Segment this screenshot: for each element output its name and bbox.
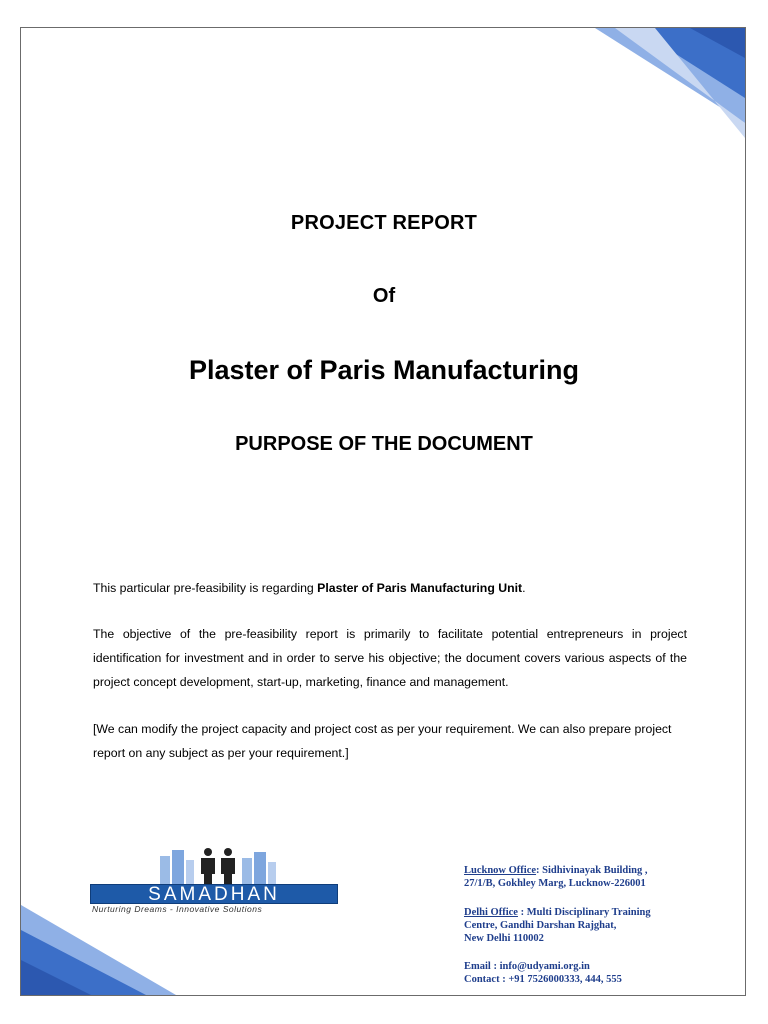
delhi-office-label: Delhi Office <box>464 907 518 918</box>
delhi-address-line-3: New Delhi 110002 <box>464 933 544 944</box>
logo-brand-name: SAMADHAN <box>90 884 338 904</box>
lucknow-address-line-2: 27/1/B, Gokhley Marg, Lucknow-226001 <box>464 878 646 889</box>
intro-bold-text: Plaster of Paris Manufacturing Unit <box>317 581 523 595</box>
modification-note: [We can modify the project capacity and project cost as per your requirement. We can also prepare project report on any subject as per your requirement.] <box>93 722 672 760</box>
delhi-address-line-1: : Multi Disciplinary Training <box>517 907 651 918</box>
delhi-office-block <box>464 906 724 945</box>
samadhan-logo <box>90 846 340 916</box>
of-heading: Of <box>372 285 396 307</box>
delhi-address-line-2: Centre, Gandhi Darshan Rajghat, <box>464 920 617 931</box>
logo-tagline: Nurturing Dreams - Innovative Solutions <box>92 904 263 914</box>
logo-skyline-icon <box>150 846 280 886</box>
lucknow-office-block <box>464 864 724 890</box>
email-line[interactable]: Email : info@udyami.org.in <box>464 961 590 972</box>
objective-paragraph: The objective of the pre-feasibility report is primarily to facilitate potential entrepreneurs in project identification for investment and in order to serve his objective; the document covers various aspects of the project concept development, start-up, marketing, finance and management. <box>93 627 687 689</box>
intro-text: This particular pre-feasibility is regarding <box>93 581 318 595</box>
corner-decoration-top-right <box>595 28 745 138</box>
intro-paragraph <box>93 576 687 600</box>
phone-line[interactable]: Contact : +91 7526000333, 444, 555 <box>464 974 622 985</box>
corner-decoration-bottom-left <box>21 905 176 995</box>
document-title: Plaster of Paris Manufacturing <box>188 355 580 385</box>
lucknow-address-line-1: : Sidhivinayak Building , <box>536 865 648 876</box>
report-heading: PROJECT REPORT <box>290 212 478 234</box>
intro-suffix: . <box>522 581 526 595</box>
purpose-heading: PURPOSE OF THE DOCUMENT <box>235 433 533 455</box>
contact-details-block <box>464 960 724 986</box>
lucknow-office-label: Lucknow Office <box>464 865 537 876</box>
